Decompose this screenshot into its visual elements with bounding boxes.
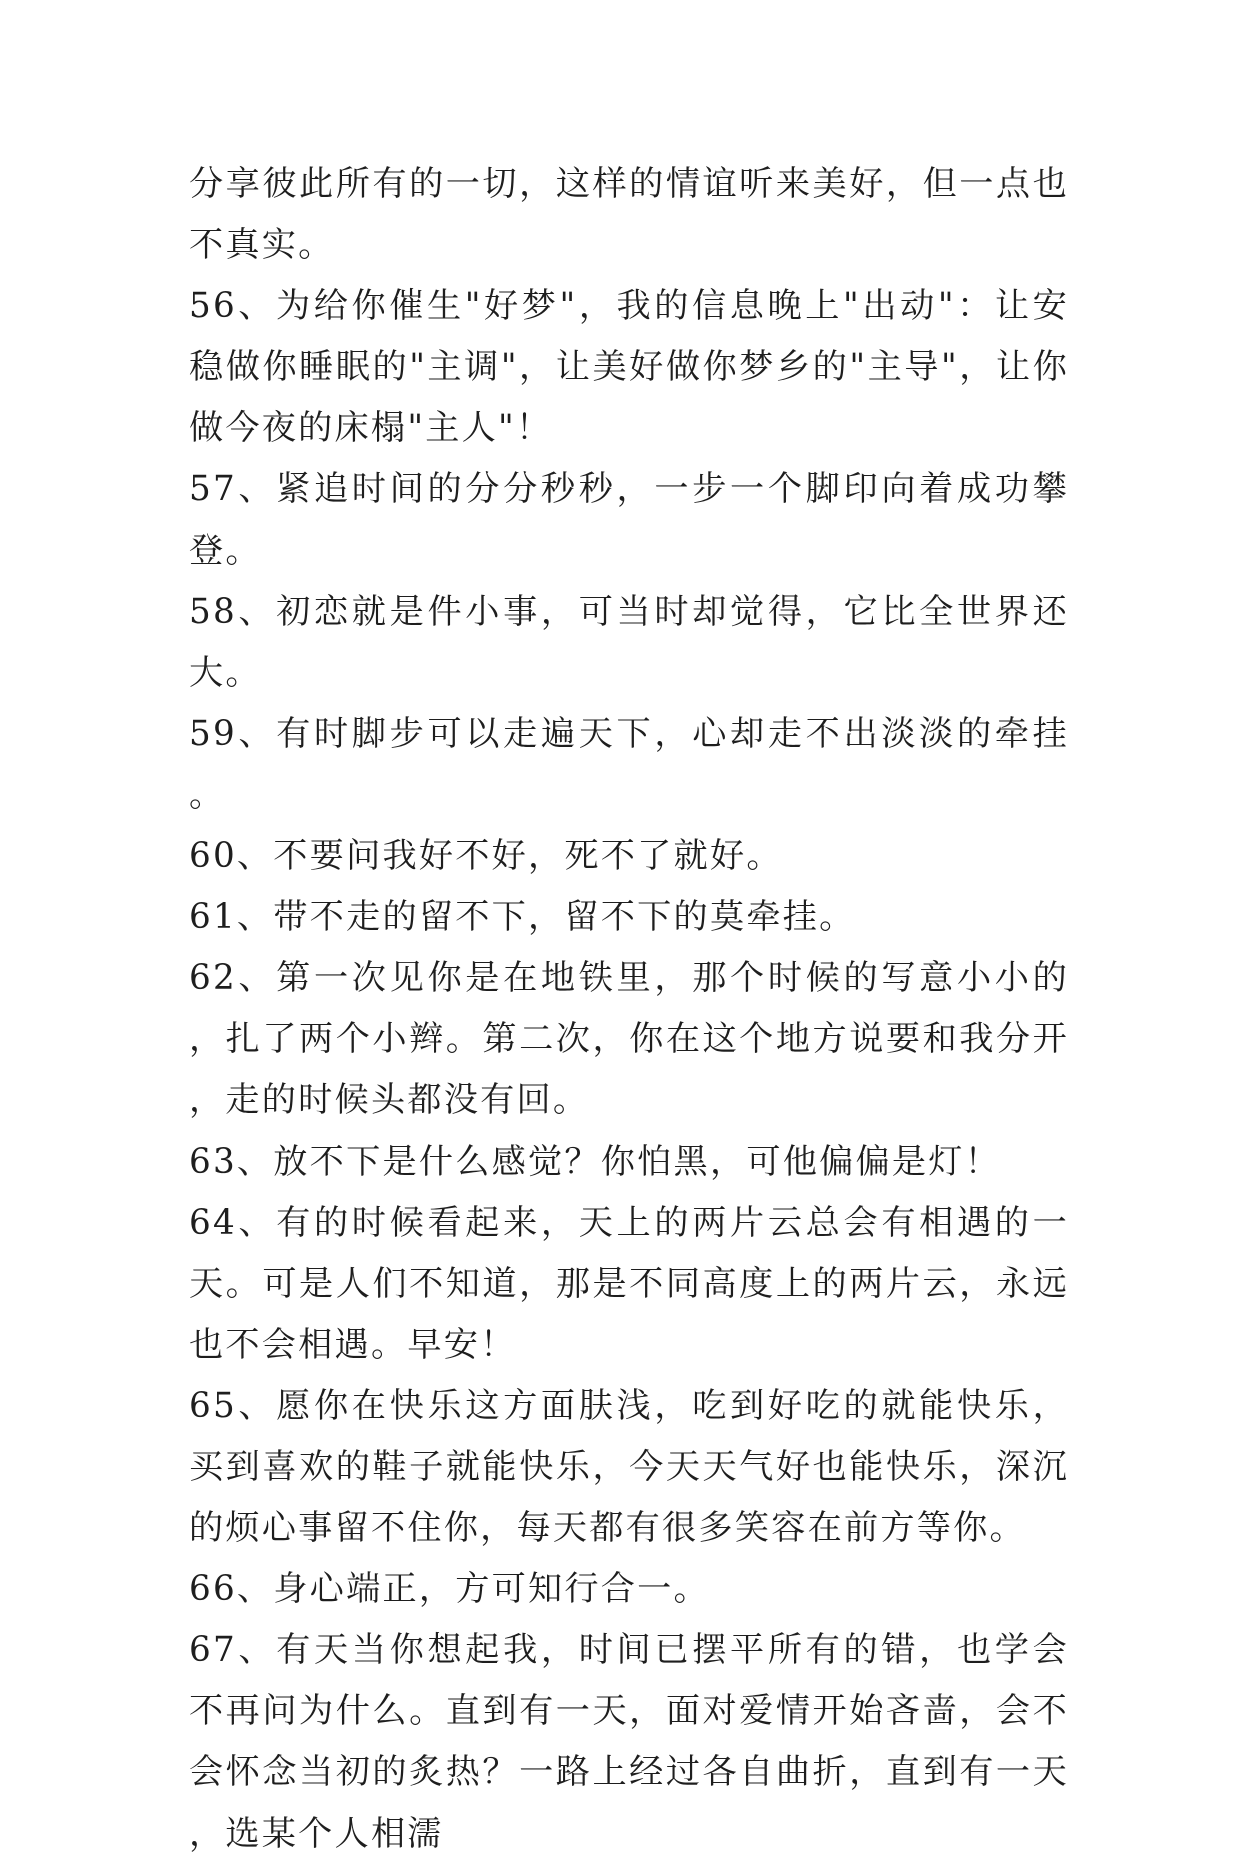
paragraph: 64、有的时候看起来，天上的两片云总会有相遇的一天。可是人们不知道，那是不同高度上的两片云，永远也不会相遇。早安！ — [189, 1202, 1069, 1365]
paragraph: 60、不要问我好不好，死不了就好。 — [189, 836, 783, 877]
paragraph: 57、紧追时间的分分秒秒，一步一个脚印向着成功攀登。 — [189, 469, 1069, 571]
paragraph: 61、带不走的留不下，留不下的莫牵挂。 — [189, 897, 856, 938]
paragraph: 分享彼此所有的一切，这样的情谊听来美好，但一点也不真实。 — [189, 164, 1069, 266]
paragraph: 65、愿你在快乐这方面肤浅，吃到好吃的就能快乐，买到喜欢的鞋子就能快乐，今天天气好也能快乐，深沉的烦心事留不住你，每天都有很多笑容在前方等你。 — [189, 1385, 1069, 1549]
document-body — [189, 154, 1069, 1865]
paragraph: 56、为给你催生"好梦"，我的信息晚上"出动"：让安稳做你睡眠的"主调"，让美好做你梦乡的"主导"，让你做今夜的床榻"主人"！ — [189, 286, 1069, 449]
paragraph: 66、身心端正，方可知行合一。 — [189, 1569, 710, 1610]
paragraph: 58、初恋就是件小事，可当时却觉得，它比全世界还大。 — [189, 591, 1069, 693]
paragraph: 67、有天当你想起我，时间已摆平所有的错，也学会不再问为什么。直到有一天，面对爱情开始吝啬，会不会怀念当初的炙热？一路上经过各自曲折，直到有一天，选某个人相濡 — [189, 1630, 1069, 1854]
paragraph: 62、第一次见你是在地铁里，那个时候的写意小小的，扎了两个小辫。第二次，你在这个地方说要和我分开，走的时候头都没有回。 — [189, 958, 1069, 1121]
paragraph: 63、放不下是什么感觉？你怕黑，可他偏偏是灯！ — [189, 1141, 1002, 1182]
paragraph: 59、有时脚步可以走遍天下，心却走不出淡淡的牵挂。 — [189, 713, 1069, 815]
